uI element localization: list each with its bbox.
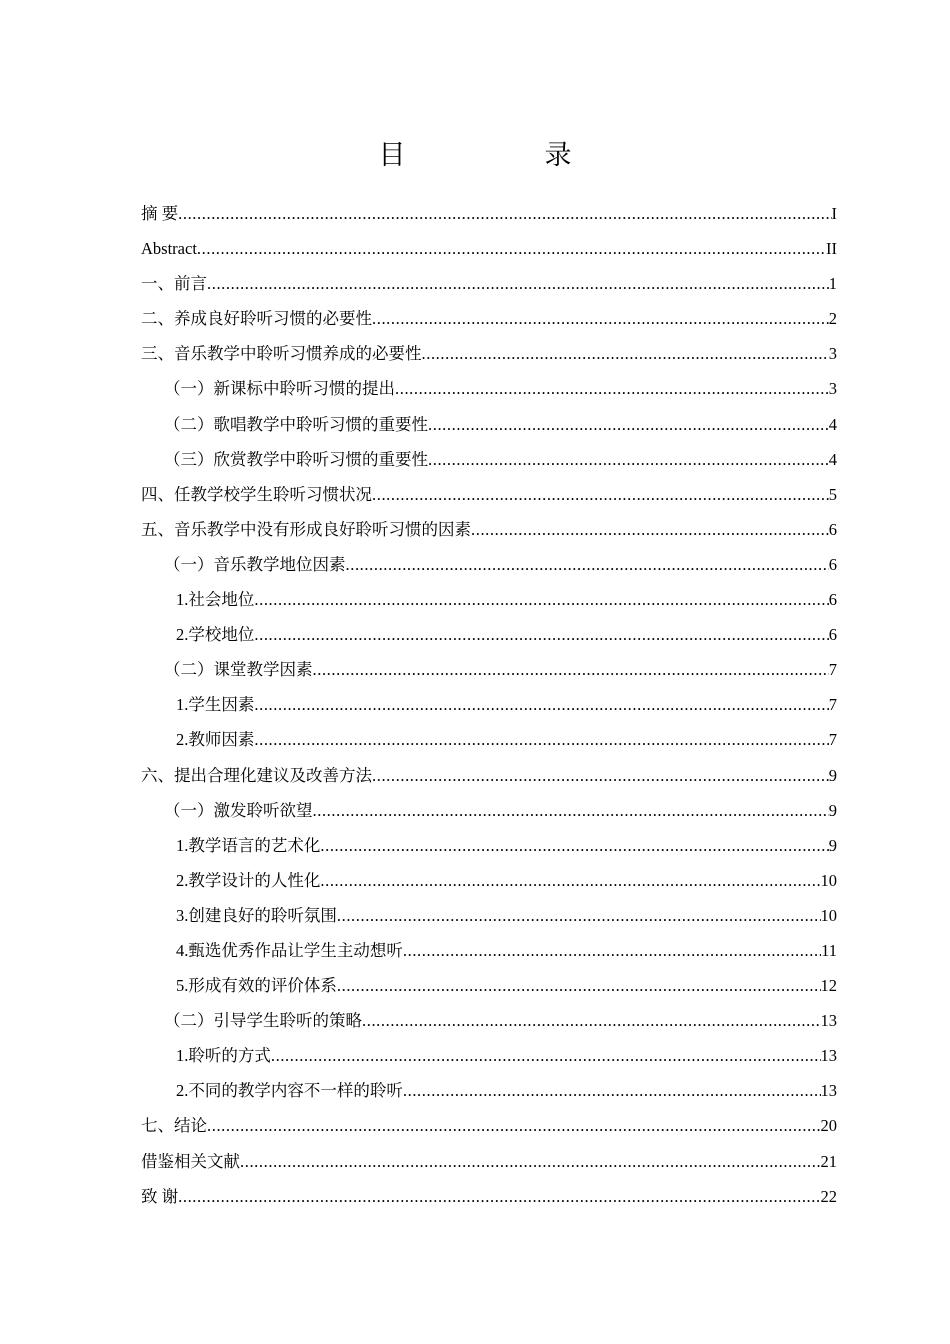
toc-dot-leader <box>320 863 820 898</box>
toc-dot-leader <box>372 758 829 793</box>
toc-entry[interactable] <box>141 1108 837 1143</box>
toc-entry-page: 11 <box>821 940 837 960</box>
toc-entry-page: 9 <box>828 800 837 820</box>
toc-dot-leader <box>178 196 831 231</box>
toc-entry-page: 4 <box>828 449 837 469</box>
toc-entry-label: 二、养成良好聆听习惯的必要性 <box>141 309 372 329</box>
toc-entry-page: 13 <box>820 1011 837 1031</box>
toc-entry-page: II <box>826 239 837 259</box>
toc-entry-page: 7 <box>828 730 837 750</box>
toc-dot-leader <box>337 968 821 1003</box>
toc-entry-label: 摘 要 <box>141 204 179 223</box>
toc-entry-label: 三、音乐教学中聆听习惯养成的必要性 <box>141 344 422 364</box>
toc-entry-page: 10 <box>820 905 837 925</box>
toc-entry[interactable] <box>141 722 837 757</box>
toc-entry-page: 1 <box>828 274 837 294</box>
toc-entry-label: 五、音乐教学中没有形成良好聆听习惯的因素 <box>141 519 471 539</box>
toc-entry-label: 七、结论 <box>141 1116 207 1136</box>
toc-entry[interactable] <box>141 968 837 1003</box>
toc-entry[interactable] <box>141 898 837 933</box>
toc-entry[interactable] <box>141 1003 837 1038</box>
toc-entry-label: 4.甄选优秀作品让学生主动想听 <box>176 940 403 960</box>
toc-entry-page: 4 <box>828 414 837 434</box>
toc-dot-leader <box>372 477 829 512</box>
toc-entry-page: 20 <box>820 1116 837 1136</box>
toc-entry[interactable] <box>141 1073 837 1108</box>
toc-entry-page: 6 <box>828 625 837 645</box>
page-title: 目 录 <box>378 140 628 171</box>
toc-entry[interactable] <box>141 336 837 371</box>
toc-entry-label: （三）欣赏教学中聆听习惯的重要性 <box>164 449 428 469</box>
toc-entry-page: I <box>831 204 837 223</box>
toc-dot-leader <box>240 1144 821 1179</box>
toc-entry[interactable] <box>141 652 837 687</box>
toc-dot-leader <box>197 231 826 266</box>
toc-entry-page: 13 <box>820 1081 837 1101</box>
toc-entry-label: 5.形成有效的评价体系 <box>176 976 337 996</box>
toc-entry-label: 六、提出合理化建议及改善方法 <box>141 765 372 785</box>
toc-dot-leader <box>207 1108 821 1143</box>
toc-entry-label: 四、任教学校学生聆听习惯状况 <box>141 484 372 504</box>
toc-entry-label: （一）新课标中聆听习惯的提出 <box>164 379 395 399</box>
toc-entry-label: （一）激发聆听欲望 <box>164 800 313 820</box>
toc-entry-label: （二）课堂教学因素 <box>164 660 313 680</box>
toc-entry[interactable] <box>141 512 837 547</box>
toc-entry[interactable] <box>141 266 837 301</box>
toc-dot-leader <box>403 933 821 968</box>
toc-entry-page: 6 <box>828 554 837 574</box>
toc-dot-leader <box>471 512 829 547</box>
toc-dot-leader <box>403 1073 821 1108</box>
toc-entry-label: 2.学校地位 <box>176 625 255 645</box>
toc-entry[interactable] <box>141 371 837 406</box>
toc-entry[interactable] <box>141 1038 837 1073</box>
toc-entry-page: 6 <box>828 590 837 610</box>
toc-entry[interactable] <box>141 1179 837 1214</box>
toc-entry-label: 1.教学语言的艺术化 <box>176 835 321 855</box>
toc-entry-label: （二）引导学生聆听的策略 <box>164 1011 362 1031</box>
toc-entry[interactable] <box>141 758 837 793</box>
toc-entry-label: 1.社会地位 <box>176 590 255 610</box>
toc-entry[interactable] <box>141 231 837 266</box>
toc-entry[interactable] <box>141 442 837 477</box>
toc-dot-leader <box>207 266 829 301</box>
toc-dot-leader <box>362 1003 821 1038</box>
toc-entry[interactable] <box>141 301 837 336</box>
toc-entry-page: 10 <box>820 870 837 890</box>
toc-entry-label: 一、前言 <box>141 274 207 294</box>
toc-entry[interactable] <box>141 793 837 828</box>
toc-entry[interactable] <box>141 477 837 512</box>
toc-dot-leader <box>254 687 828 722</box>
toc-dot-leader <box>372 301 829 336</box>
toc-entry-label: Abstract <box>141 239 197 259</box>
toc-entry-page: 21 <box>820 1151 837 1171</box>
toc-entry-label: 3.创建良好的聆听氛围 <box>176 905 337 925</box>
toc-entry-page: 7 <box>828 695 837 715</box>
toc-dot-leader <box>254 582 828 617</box>
toc-entry-page: 7 <box>828 660 837 680</box>
toc-entry[interactable] <box>141 196 837 231</box>
toc-entry-label: 致 谢 <box>141 1186 179 1206</box>
toc-entry-page: 9 <box>828 765 837 785</box>
toc-entry-page: 6 <box>828 519 837 539</box>
toc-dot-leader <box>395 371 829 406</box>
toc-entry-page: 2 <box>828 309 837 329</box>
toc-entry[interactable] <box>141 1144 837 1179</box>
toc-entry-page: 5 <box>828 484 837 504</box>
toc-entry-label: 2.教学设计的人性化 <box>176 870 321 890</box>
toc-entry-label: 1.聆听的方式 <box>176 1046 271 1066</box>
toc-entry-page: 12 <box>820 976 837 996</box>
toc-entry-page: 3 <box>828 344 837 364</box>
toc-entry-page: 22 <box>820 1186 837 1206</box>
toc-entry-label: 借鉴相关文献 <box>141 1151 240 1171</box>
toc-entry[interactable] <box>141 582 837 617</box>
toc-entry-label: 2.教师因素 <box>176 730 255 750</box>
toc-dot-leader <box>178 1179 820 1214</box>
toc-entry-label: 1.学生因素 <box>176 695 255 715</box>
toc-dot-leader <box>428 407 829 442</box>
toc-dot-leader <box>422 336 829 371</box>
toc-entry[interactable] <box>141 407 837 442</box>
toc-entry-page: 3 <box>828 379 837 399</box>
toc-entry[interactable] <box>141 933 837 968</box>
toc-entry[interactable] <box>141 828 837 863</box>
toc-dot-leader <box>254 722 828 757</box>
toc-entry-label: 2.不同的教学内容不一样的聆听 <box>176 1081 403 1101</box>
table-of-contents <box>141 196 837 1214</box>
toc-dot-leader <box>346 547 829 582</box>
toc-dot-leader <box>428 442 829 477</box>
toc-entry[interactable] <box>141 617 837 652</box>
toc-entry[interactable] <box>141 547 837 582</box>
toc-entry[interactable] <box>141 687 837 722</box>
toc-entry[interactable] <box>141 863 837 898</box>
toc-dot-leader <box>337 898 821 933</box>
toc-entry-label: （一）音乐教学地位因素 <box>164 554 346 574</box>
toc-dot-leader <box>254 617 828 652</box>
toc-entry-label: （二）歌唱教学中聆听习惯的重要性 <box>164 414 428 434</box>
toc-dot-leader <box>313 793 829 828</box>
toc-dot-leader <box>320 828 828 863</box>
toc-dot-leader <box>313 652 829 687</box>
toc-entry-page: 9 <box>828 835 837 855</box>
toc-entry-page: 13 <box>820 1046 837 1066</box>
toc-dot-leader <box>271 1038 821 1073</box>
